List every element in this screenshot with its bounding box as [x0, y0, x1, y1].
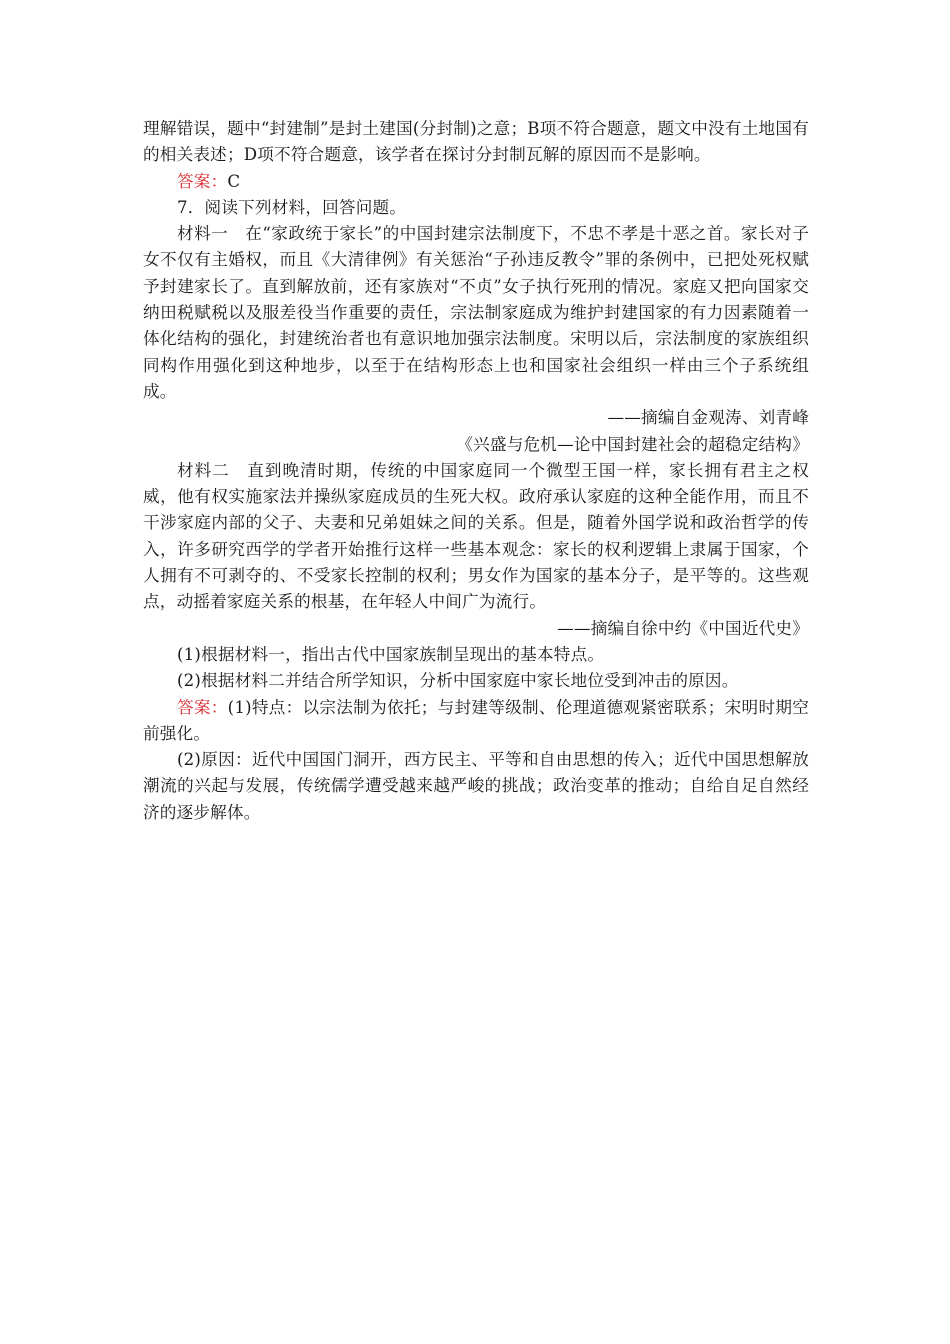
answer-1 — [143, 695, 809, 748]
material-1: 材料一 在“家政统于家长”的中国封建宗法制度下，不忠不孝是十恶之首。家长对子女不仅有主婚权，而且《大清律例》有关惩治“子孙违反教令”罪的条例中，已把处死权赋予封建家长了。直到解放前，还有家族对“不贞”女子执行死刑的情况。家庭又把向国家交纳田税赋税以及服差役当作重要的责任，宗法制家庭成为维护封建国家的有力因素随着一体化结构的强化，封建统治者也有意识地加强宗法制度。宋明以后，宗法制度的家族组织同构作用强化到这种地步，以至于在结构形态上也和国家社会组织一样由三个子系统组成。 — [143, 224, 809, 401]
answer-1-text: (1)特点：以宗法制为依托；与封建等级制、伦理道德观紧密联系；宋明时期空前强化。 — [143, 697, 810, 743]
sub-question-2: (2)根据材料二并结合所学知识，分析中国家庭中家长地位受到冲击的原因。 — [177, 671, 739, 691]
material-1-source-title: 《兴盛与危机—论中国封建社会的超稳定结构》 — [456, 434, 809, 454]
answer-2: (2)原因：近代中国国门洞开，西方民主、平等和自由思想的传入；近代中国思想解放潮流的兴起与发展，传统儒学遭受越来越严峻的挑战；政治变革的推动；自给自足自然经济的逐步解体。 — [143, 750, 809, 822]
previous-explanation: 理解错误，题中“封建制”是封土建国(分封制)之意；B项不符合题意，题文中没有土地国有的相关表述；D项不符合题意，该学者在探讨分封制瓦解的原因而不是影响。 — [143, 119, 809, 165]
material-2-source: ——摘编自徐中约《中国近代史》 — [557, 618, 809, 638]
material-2: 材料二 直到晚清时期，传统的中国家庭同一个微型王国一样，家长拥有君主之权威，他有权实施家法并操纵家庭成员的生死大权。政府承认家庭的这种全能作用，而且不干涉家庭内部的父子、夫妻和兄弟姐妹之间的关系。但是，随着外国学说和政治哲学的传入，许多研究西学的学者开始推行这样一些基本观念：家长的权利逻辑上隶属于国家，个人拥有不可剥夺的、不受家长控制的权利；男女作为国家的基本分子，是平等的。这些观点，动摇着家庭关系的根基，在年轻人中间广为流行。 — [143, 460, 809, 612]
previous-answer-value: C — [227, 171, 241, 191]
answer-label: 答案： — [177, 171, 228, 191]
sub-question-1: (1)根据材料一，指出古代中国家族制呈现出的基本特点。 — [177, 644, 605, 664]
answer-label: 答案： — [177, 697, 228, 717]
material-1-source-authors: ——摘编自金观涛、刘青峰 — [607, 408, 809, 428]
document-body — [143, 116, 809, 826]
previous-answer — [143, 169, 809, 195]
question-7-title: 7．阅读下列材料，回答问题。 — [177, 197, 407, 217]
